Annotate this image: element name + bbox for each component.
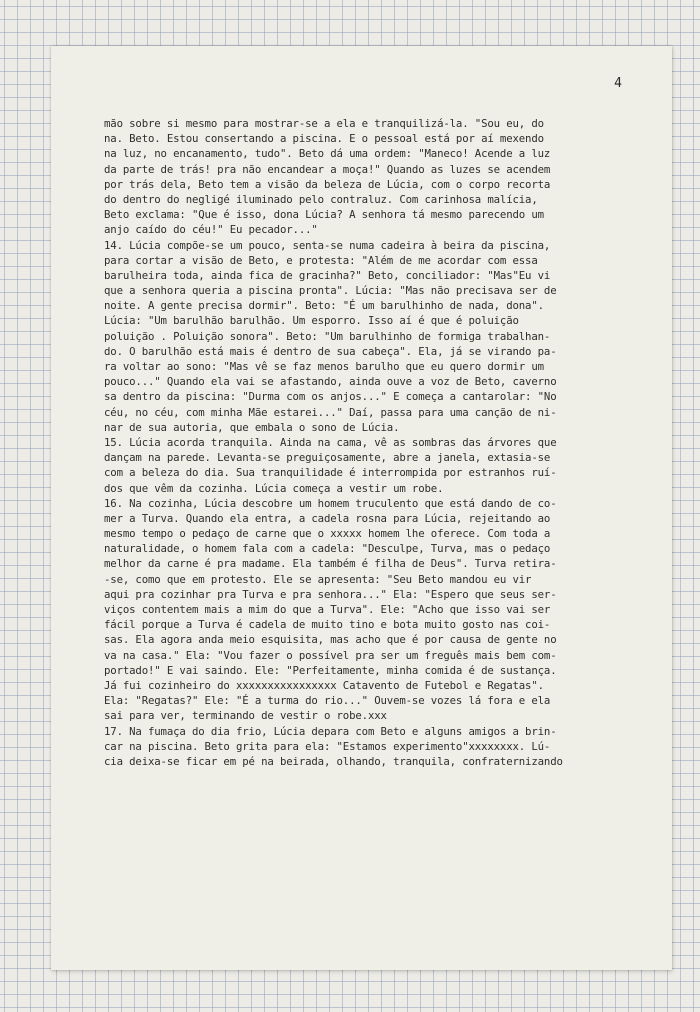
text-line: Já fui cozinheiro do xxxxxxxxxxxxxxxx Catavento de Futebol e Regatas". [104,678,544,692]
text-line: Lúcia: "Um barulhão barulhão. Um esporro. Isso aí é que é poluição [104,314,519,328]
text-line: car na piscina. Beto grita para ela: "Estamos experimento"xxxxxxxx. Lú- [104,739,551,753]
text-line: nar de sua autoria, que embala o sono de Lúcia. [104,420,400,434]
text-line: poluição . Poluição sonora". Beto: "Um barulhinho de formiga trabalhan- [104,329,551,343]
text-line: naturalidade, o homem fala com a cadela: "Desculpe, Turva, mas o pedaço [104,542,551,556]
text-line: por trás dela, Beto tem a visão da beleza de Lúcia, com o corpo recorta [104,177,551,191]
text-line: céu, no céu, com minha Mãe estarei..." Daí, passa para uma canção de ni- [104,405,557,419]
typewritten-page [51,46,672,970]
text-line: aqui pra cozinhar pra Turva e pra senhora..." Ela: "Espero que seus ser- [104,587,557,601]
text-line: do dentro do negligé iluminado pelo contraluz. Com carinhosa malícia, [104,192,538,206]
text-line: sas. Ela agora anda meio esquisita, mas acho que é por causa de gente no [104,633,557,647]
text-line: mer a Turva. Quando ela entra, a cadela rosna para Lúcia, rejeitando ao [104,511,551,525]
text-line: que a senhora queria a piscina pronta". Lúcia: "Mas não precisava ser de [104,284,557,298]
text-line: -se, como que em protesto. Ele se apresenta: "Seu Beto mandou eu vir [104,572,532,586]
text-line: da parte de trás! pra não encandear a moça!" Quando as luzes se acendem [104,162,551,176]
text-line: barulheira toda, ainda fica de gracinha?" Beto, conciliador: "Mas"Eu vi [104,268,551,282]
text-line: viços contentem mais a mim do que a Turva". Ele: "Acho que isso vai ser [104,603,551,616]
text-line: para cortar a visão de Beto, e protesta: "Além de me acordar com essa [104,253,538,267]
text-line: mesmo tempo o pedaço de carne que o xxxxx homem lhe oferece. Com toda a [104,527,551,541]
page-number: 4 [614,76,622,91]
text-line: anjo caído do céu!" Eu pecador..." [104,223,318,237]
text-line: ra voltar ao sono: "Mas vê se faz menos barulho que eu quero dormir um [104,360,544,373]
text-line: noite. A gente precisa dormir". Beto: "É um barulhinho de nada, dona". [104,299,544,313]
text-line: dos que vêm da cozinha. Lúcia começa a vestir um robe. [104,481,444,495]
text-line: Beto exclama: "Que é isso, dona Lúcia? A senhora tá mesmo parecendo um [104,208,544,222]
typewritten-body [104,116,649,769]
text-line: na luz, no encanamento, tudo". Beto dá uma ordem: "Maneco! Acende a luz [104,147,551,161]
text-line: sai para ver, terminando de vestir o robe.xxx [104,709,387,723]
text-line: do. O barulhão está mais é dentro de sua cabeça". Ela, já se virando pa- [104,344,557,358]
text-line: pouco..." Quando ela vai se afastando, ainda ouve a voz de Beto, caverno [104,375,557,389]
text-line: com a beleza do dia. Sua tranquilidade é interrompida por estranhos ruí- [104,466,557,480]
text-line: 15. Lúcia acorda tranquila. Ainda na cama, vê as sombras das árvores que [104,435,557,449]
text-line: fácil porque a Turva é cadela de muito tino e bota muito gosto nas coi- [104,618,551,632]
text-line: va na casa." Ela: "Vou fazer o possível pra ser um freguês mais bem com- [104,648,557,662]
text-line: Ela: "Regatas?" Ele: "É a turma do rio..." Ouvem-se vozes lá fora e ela [104,694,551,708]
text-line: cia deixa-se ficar em pé na beirada, olhando, tranquila, confraternizando [104,754,563,768]
text-line: 14. Lúcia compõe-se um pouco, senta-se numa cadeira à beira da piscina, [104,238,551,252]
text-line: portado!" E vai saindo. Ele: "Perfeitamente, minha comida é de sustança. [104,663,557,677]
text-line: dançam na parede. Levanta-se preguiçosamente, abre a janela, extasia-se [104,451,551,465]
text-line: na. Beto. Estou consertando a piscina. E o pessoal está por aí mexendo [104,132,544,146]
text-line: 16. Na cozinha, Lúcia descobre um homem truculento que está dando de co- [104,496,557,510]
text-line: sa dentro da piscina: "Durma com os anjos..." E começa a cantarolar: "No [104,390,557,404]
text-line: 17. Na fumaça do dia frio, Lúcia depara com Beto e alguns amigos a brin- [104,724,557,738]
text-line: melhor da carne é pra madame. Ela também é filha de Deus". Turva retira- [104,557,557,571]
text-line: mão sobre si mesmo para mostrar-se a ela e tranquilizá-la. "Sou eu, do [104,117,544,130]
